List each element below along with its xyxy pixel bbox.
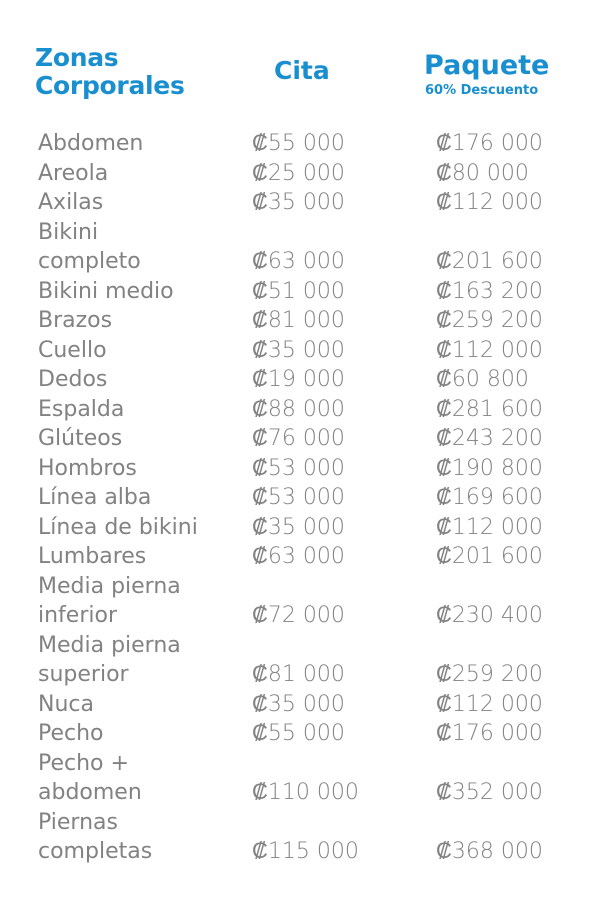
zone-name-line: Espalda xyxy=(38,396,125,422)
zone-name xyxy=(38,395,238,425)
paquete-price: ₡201 600 xyxy=(436,249,543,274)
table-header xyxy=(0,0,600,130)
table-row xyxy=(0,277,600,307)
paquete-price: ₡112 000 xyxy=(436,337,543,363)
paquete-price: ₡190 800 xyxy=(436,455,543,481)
cita-price: ₡35 000 xyxy=(252,691,345,717)
zone-name-line: superior xyxy=(38,662,129,687)
paquete-price: ₡281 600 xyxy=(436,396,543,422)
cita-price: ₡55 000 xyxy=(252,131,345,156)
table-row xyxy=(0,749,600,808)
cita-price: ₡25 000 xyxy=(252,160,345,186)
zone-name xyxy=(38,159,238,189)
table-row xyxy=(0,719,600,749)
table-row xyxy=(0,690,600,720)
zone-name-line: Brazos xyxy=(38,308,113,333)
paquete-price: ₡176 000 xyxy=(436,721,543,746)
paquete-price: ₡60 800 xyxy=(436,367,529,392)
zone-name-line: Nuca xyxy=(38,691,94,717)
cita-price: ₡55 000 xyxy=(252,721,345,746)
cita-price: ₡51 000 xyxy=(252,278,345,304)
paquete-price: ₡201 600 xyxy=(436,544,543,569)
paquete-price: ₡163 200 xyxy=(436,278,543,304)
zone-name xyxy=(38,306,238,336)
paquete-column-title: Paquete xyxy=(424,50,550,81)
zone-name-line: Dedos xyxy=(38,367,108,392)
table-row xyxy=(0,336,600,366)
zone-name xyxy=(38,719,238,749)
zone-name xyxy=(38,365,238,395)
table-row xyxy=(0,542,600,572)
cita-price: ₡115 000 xyxy=(252,839,359,864)
cita-price: ₡35 000 xyxy=(252,514,345,540)
paquete-price: ₡259 200 xyxy=(436,308,543,333)
paquete-discount-subtitle: 60% Descuento xyxy=(425,83,539,98)
table-row xyxy=(0,808,600,867)
zone-name-line: Pecho + xyxy=(38,750,129,776)
cita-price: ₡19 000 xyxy=(252,367,345,392)
table-row xyxy=(0,513,600,543)
zones-title-line2: Corporales xyxy=(35,71,185,100)
zone-name xyxy=(38,513,238,543)
zone-name-line: Axilas xyxy=(38,190,104,215)
zone-name xyxy=(38,129,238,159)
cita-price: ₡63 000 xyxy=(252,249,345,274)
zone-name xyxy=(38,749,238,808)
zone-name xyxy=(38,336,238,366)
table-row xyxy=(0,631,600,690)
paquete-price: ₡368 000 xyxy=(436,839,543,864)
zone-name-line: Media pierna xyxy=(38,573,181,599)
zone-name xyxy=(38,218,238,277)
zone-name-line: abdomen xyxy=(38,780,142,805)
zone-name-line: Lumbares xyxy=(38,544,147,569)
paquete-price: ₡176 000 xyxy=(436,131,543,156)
zone-name-line: Línea de bikini xyxy=(38,514,198,540)
zone-name-line: completas xyxy=(38,839,153,864)
cita-price: ₡110 000 xyxy=(252,780,359,805)
zone-name-line: Piernas xyxy=(38,809,118,835)
zone-name-line: Glúteos xyxy=(38,426,123,451)
paquete-price: ₡112 000 xyxy=(436,691,543,717)
cita-price: ₡76 000 xyxy=(252,426,345,451)
zones-column-title xyxy=(35,44,185,100)
cita-price: ₡63 000 xyxy=(252,544,345,569)
zone-name-line: Media pierna xyxy=(38,632,181,658)
paquete-price: ₡230 400 xyxy=(436,603,543,628)
price-table xyxy=(0,129,600,867)
cita-price: ₡88 000 xyxy=(252,396,345,422)
cita-price: ₡53 000 xyxy=(252,455,345,481)
cita-price: ₡72 000 xyxy=(252,603,345,628)
zone-name xyxy=(38,188,238,218)
table-row xyxy=(0,424,600,454)
zone-name-line: Abdomen xyxy=(38,131,144,156)
zone-name xyxy=(38,483,238,513)
table-row xyxy=(0,365,600,395)
zone-name-line: Bikini medio xyxy=(38,278,174,304)
cita-price: ₡81 000 xyxy=(252,662,345,687)
zone-name-line: Cuello xyxy=(38,337,107,363)
zone-name xyxy=(38,424,238,454)
table-row xyxy=(0,188,600,218)
zone-name-line: Bikini xyxy=(38,219,99,245)
zone-name xyxy=(38,572,238,631)
paquete-price: ₡112 000 xyxy=(436,190,543,215)
zone-name-line: Pecho xyxy=(38,721,104,746)
table-row xyxy=(0,572,600,631)
paquete-price: ₡243 200 xyxy=(436,426,543,451)
cita-price: ₡53 000 xyxy=(252,485,345,510)
zone-name-line: Hombros xyxy=(38,455,137,481)
zone-name-line: inferior xyxy=(38,603,117,628)
zone-name xyxy=(38,542,238,572)
zone-name xyxy=(38,454,238,484)
zone-name xyxy=(38,808,238,867)
zone-name-line: Línea alba xyxy=(38,485,152,510)
cita-column-title: Cita xyxy=(274,56,330,85)
zones-title-line1: Zonas xyxy=(35,43,119,72)
table-row xyxy=(0,159,600,189)
cita-price: ₡35 000 xyxy=(252,190,345,215)
cita-price: ₡81 000 xyxy=(252,308,345,333)
zone-name xyxy=(38,277,238,307)
paquete-price: ₡112 000 xyxy=(436,514,543,540)
zone-name-line: completo xyxy=(38,249,141,274)
paquete-price: ₡169 600 xyxy=(436,485,543,510)
zone-name-line: Areola xyxy=(38,160,109,186)
zone-name xyxy=(38,631,238,690)
cita-price: ₡35 000 xyxy=(252,337,345,363)
table-row xyxy=(0,218,600,277)
table-row xyxy=(0,483,600,513)
paquete-price: ₡259 200 xyxy=(436,662,543,687)
table-row xyxy=(0,129,600,159)
table-row xyxy=(0,395,600,425)
paquete-price: ₡80 000 xyxy=(436,160,529,186)
zone-name xyxy=(38,690,238,720)
table-row xyxy=(0,306,600,336)
table-row xyxy=(0,454,600,484)
paquete-price: ₡352 000 xyxy=(436,780,543,805)
